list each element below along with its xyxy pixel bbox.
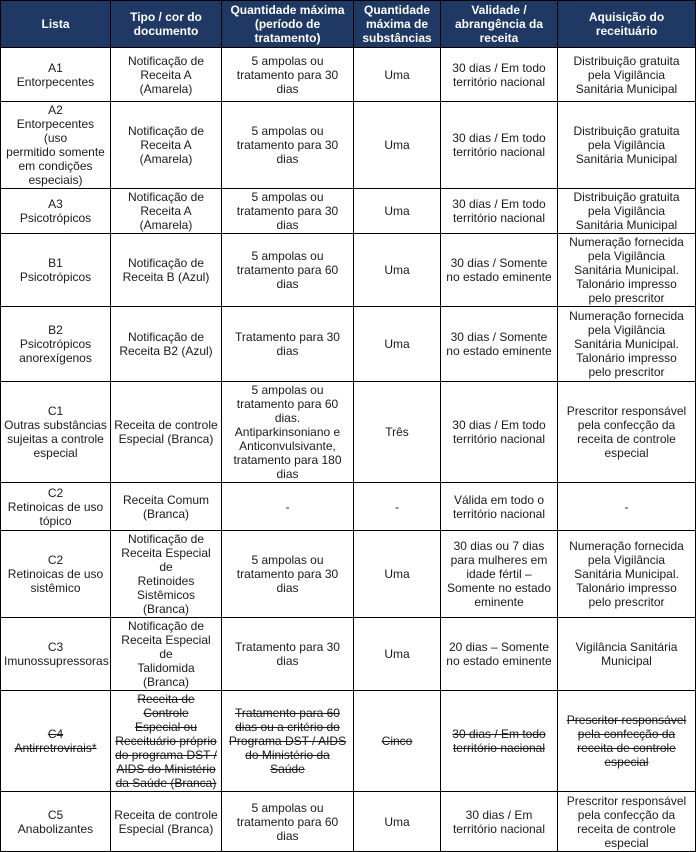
table-row bbox=[1, 189, 696, 234]
table-row bbox=[1, 691, 696, 792]
header-aquisicao: Aquisição do receituário bbox=[558, 1, 696, 48]
cell-validade: 30 dias / Em todo território nacional bbox=[441, 382, 558, 483]
cell-lista: C1 Outras substâncias sujeitas a controle especial bbox=[1, 382, 111, 483]
cell-tipo: Notificação de Receita A (Amarela) bbox=[111, 189, 222, 234]
cell-aquisicao: Distribuição gratuita pela Vigilância Sanitária Municipal bbox=[558, 189, 696, 234]
table-row bbox=[1, 307, 696, 382]
cell-lista: C2 Retinoicas de uso tópico bbox=[1, 483, 111, 531]
cell-aquisicao: Prescritor responsável pela confecção da receita de controle especial bbox=[558, 792, 696, 852]
cell-tipo: Receita de Controle Especial ou Receituário próprio do programa DST / AIDS do Ministério da Saúde (Branca) bbox=[111, 691, 222, 792]
table-row bbox=[1, 483, 696, 531]
cell-tipo: Notificação de Receita Especial de Talidomida (Branca) bbox=[111, 618, 222, 691]
cell-substancias: Uma bbox=[354, 102, 441, 189]
cell-quantidade: 5 ampolas ou tratamento para 30 dias bbox=[222, 102, 354, 189]
table-row bbox=[1, 618, 696, 691]
header-quantidade-substancias: Quantidade máxima de substâncias bbox=[354, 1, 441, 48]
header-validade: Validade / abrangência da receita bbox=[441, 1, 558, 48]
cell-validade: 30 dias / Somente no estado eminente bbox=[441, 307, 558, 382]
cell-aquisicao: Numeração fornecida pela Vigilância Sanitária Municipal. Talonário impresso pelo prescritor bbox=[558, 234, 696, 307]
cell-tipo: Notificação de Receita Especial de Retinoides Sistêmicos (Branca) bbox=[111, 531, 222, 618]
table-row bbox=[1, 382, 696, 483]
table-body bbox=[1, 48, 696, 852]
cell-tipo: Notificação de Receita B (Azul) bbox=[111, 234, 222, 307]
cell-tipo: Notificação de Receita A (Amarela) bbox=[111, 102, 222, 189]
cell-quantidade: Tratamento para 30 dias bbox=[222, 307, 354, 382]
cell-substancias: - bbox=[354, 483, 441, 531]
cell-quantidade: 5 ampolas ou tratamento para 30 dias bbox=[222, 531, 354, 618]
cell-validade: 30 dias / Em todo território nacional bbox=[441, 691, 558, 792]
table-row bbox=[1, 48, 696, 102]
cell-lista: A1 Entorpecentes bbox=[1, 48, 111, 102]
cell-substancias: Três bbox=[354, 382, 441, 483]
cell-lista: A2 Entorpecentes (uso permitido somente em condições especiais) bbox=[1, 102, 111, 189]
cell-lista: C5 Anabolizantes bbox=[1, 792, 111, 852]
cell-tipo: Notificação de Receita A (Amarela) bbox=[111, 48, 222, 102]
cell-aquisicao: Vigilância Sanitária Municipal bbox=[558, 618, 696, 691]
cell-substancias: Uma bbox=[354, 531, 441, 618]
cell-validade: 30 dias ou 7 dias para mulheres em idade fértil – Somente no estado eminente bbox=[441, 531, 558, 618]
cell-substancias: Uma bbox=[354, 189, 441, 234]
cell-quantidade: 5 ampolas ou tratamento para 60 dias. Antiparkinsoniano e Anticonvulsivante, tratamento para 180 dias bbox=[222, 382, 354, 483]
cell-lista: C4 Antirretrovirais* bbox=[1, 691, 111, 792]
cell-lista: B1 Psicotrópicos bbox=[1, 234, 111, 307]
table-row bbox=[1, 234, 696, 307]
cell-validade: 30 dias / Em todo território nacional bbox=[441, 48, 558, 102]
cell-tipo: Notificação de Receita B2 (Azul) bbox=[111, 307, 222, 382]
header-tipo-cor: Tipo / cor do documento bbox=[111, 1, 222, 48]
cell-quantidade: 5 ampolas ou tratamento para 30 dias bbox=[222, 48, 354, 102]
header-row bbox=[1, 1, 696, 48]
cell-quantidade: Tratamento para 30 dias bbox=[222, 618, 354, 691]
cell-substancias: Cinco bbox=[354, 691, 441, 792]
cell-lista: C3 Imunossupressoras bbox=[1, 618, 111, 691]
cell-validade: 30 dias / Em todo território nacional bbox=[441, 102, 558, 189]
cell-aquisicao: - bbox=[558, 483, 696, 531]
cell-validade: 30 dias / Em todo território nacional bbox=[441, 189, 558, 234]
cell-tipo: Receita Comum (Branca) bbox=[111, 483, 222, 531]
cell-validade: 30 dias / Somente no estado eminente bbox=[441, 234, 558, 307]
cell-substancias: Uma bbox=[354, 234, 441, 307]
cell-quantidade: 5 ampolas ou tratamento para 60 dias bbox=[222, 234, 354, 307]
table-row bbox=[1, 531, 696, 618]
cell-quantidade: 5 ampolas ou tratamento para 60 dias bbox=[222, 792, 354, 852]
cell-substancias: Uma bbox=[354, 48, 441, 102]
cell-validade: 30 dias / Em território nacional bbox=[441, 792, 558, 852]
cell-aquisicao: Distribuição gratuita pela Vigilância Sanitária Municipal bbox=[558, 48, 696, 102]
cell-lista: C2 Retinoicas de uso sistêmico bbox=[1, 531, 111, 618]
cell-aquisicao: Prescritor responsável pela confecção da receita de controle especial bbox=[558, 691, 696, 792]
cell-quantidade: 5 ampolas ou tratamento para 30 dias bbox=[222, 189, 354, 234]
cell-validade: Válida em todo o território nacional bbox=[441, 483, 558, 531]
cell-quantidade: - bbox=[222, 483, 354, 531]
cell-lista: B2 Psicotrópicos anorexígenos bbox=[1, 307, 111, 382]
cell-tipo: Receita de controle Especial (Branca) bbox=[111, 382, 222, 483]
cell-aquisicao: Prescritor responsável pela confecção da receita de controle especial bbox=[558, 382, 696, 483]
cell-tipo: Receita de controle Especial (Branca) bbox=[111, 792, 222, 852]
header-lista: Lista bbox=[1, 1, 111, 48]
cell-aquisicao: Distribuição gratuita pela Vigilância Sanitária Municipal bbox=[558, 102, 696, 189]
cell-substancias: Uma bbox=[354, 618, 441, 691]
cell-quantidade: Tratamento para 60 dias ou a critério do Programa DST / AIDS do Ministério da Saúde bbox=[222, 691, 354, 792]
header-quantidade-maxima: Quantidade máxima (período de tratamento) bbox=[222, 1, 354, 48]
cell-aquisicao: Numeração fornecida pela Vigilância Sanitária Municipal. Talonário impresso pelo prescritor bbox=[558, 307, 696, 382]
cell-aquisicao: Numeração fornecida pela Vigilância Sanitária Municipal. Talonário impresso pelo prescritor bbox=[558, 531, 696, 618]
table-row bbox=[1, 102, 696, 189]
cell-lista: A3 Psicotrópicos bbox=[1, 189, 111, 234]
cell-substancias: Uma bbox=[354, 307, 441, 382]
cell-substancias: Uma bbox=[354, 792, 441, 852]
cell-validade: 20 dias – Somente no estado eminente bbox=[441, 618, 558, 691]
